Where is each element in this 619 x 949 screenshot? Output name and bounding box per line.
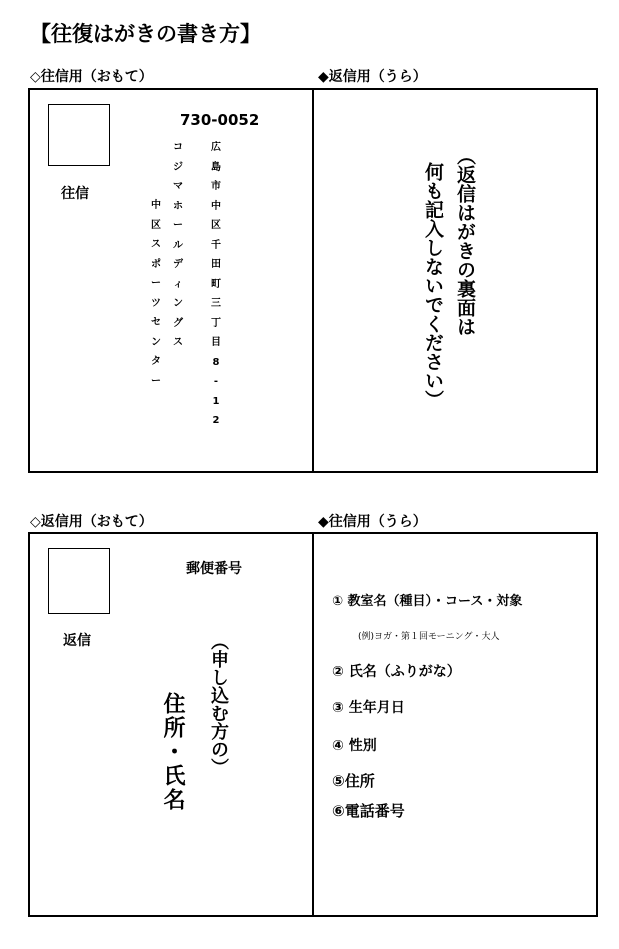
outgoing-stamp-label: 往信 — [61, 186, 89, 202]
reply-front-panel — [28, 532, 314, 917]
applicant-note: （申し込む方の） — [208, 632, 229, 776]
postal-code: 730-0052 — [180, 111, 260, 129]
reply-back-note-line-1: （返信はがきの裏面は — [454, 146, 476, 336]
item-birthdate: ③ 生年月日 — [332, 700, 405, 716]
reply-back-note-line-2: 何も記入しないでください） — [422, 162, 444, 409]
page-title: 【往復はがきの書き方】 — [30, 22, 261, 46]
reply-stamp-label: 返信 — [63, 633, 91, 649]
stamp-box — [48, 104, 110, 166]
item-address: ⑤住所 — [332, 772, 375, 790]
item-name-furigana: ② 氏名（ふりがな） — [332, 664, 461, 680]
outgoing-front-panel — [28, 88, 314, 473]
address-line-1: 広 島 市 中 区 千 田 町 三 丁 目 8 - 1 2 — [211, 142, 221, 426]
address-line-2: コ ジ マ ホ ー ル デ ィ ン グ ス — [173, 142, 183, 348]
item-phone: ⑥電話番号 — [332, 802, 405, 820]
item-gender: ④ 性別 — [332, 738, 377, 754]
reply-front-heading: ◇返信用（おもて） — [30, 514, 153, 530]
example-text: (例)ヨガ・第１回モーニング・大人 — [358, 632, 500, 642]
outgoing-back-panel — [312, 532, 598, 917]
stamp-box — [48, 548, 110, 614]
outgoing-front-heading: ◇往信用（おもて） — [30, 69, 153, 85]
reply-back-heading: ◆返信用（うら） — [318, 69, 427, 85]
item-class-name: ① 教室名（種目）・コース・対象 — [332, 594, 523, 609]
address-line-3: 中 区 ス ポ ー ツ セ ン タ ー — [151, 200, 161, 387]
outgoing-back-heading: ◆往信用（うら） — [318, 514, 427, 530]
reply-back-panel — [312, 88, 598, 473]
postal-code-label: 郵便番号 — [186, 561, 242, 577]
address-name-label: 住所・氏名 — [160, 692, 185, 812]
